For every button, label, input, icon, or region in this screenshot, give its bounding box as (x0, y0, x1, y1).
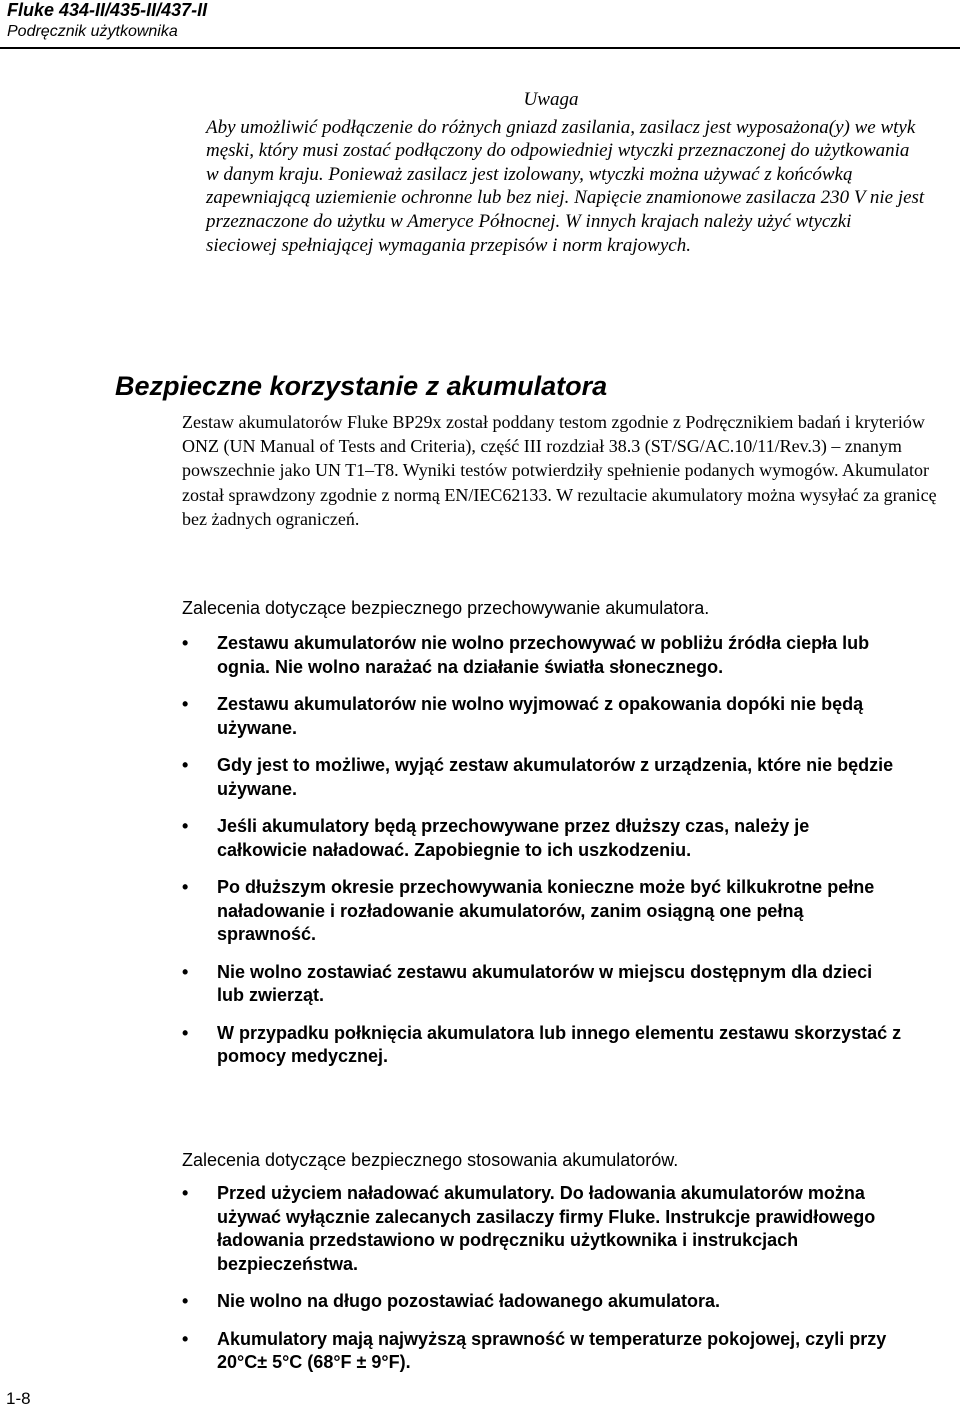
bullet-icon: • (182, 1328, 189, 1349)
list-item-text: W przypadku połknięcia akumulatora lub innego elementu zestawu skorzystać z pomocy medycznej. (217, 1022, 902, 1066)
list-item (182, 876, 902, 947)
bullet-icon: • (182, 755, 189, 775)
usage-list (182, 1182, 902, 1389)
list-item-text: Gdy jest to możliwe, wyjąć zestaw akumulatorów z urządzenia, które nie będzie używane. (217, 755, 894, 799)
bullet-icon: • (182, 961, 189, 982)
note-block (206, 88, 926, 257)
section-body: Zestaw akumulatorów Fluke BP29x został poddany testom zgodnie z Podręcznikiem badań i kryteriów ONZ (UN Manual of Tests and Criteria), część III rozdział 38.3 (ST/SG/AC.10/11/Rev.3) – znanym powszechnie jako UN T1–T8. Wyniki testów potwierdziły spełnienie podanych wymogów. Akumulator został sprawdzony zgodnie z normą EN/IEC62133. W rezultacie akumulatory można wysyłać za granicę bez żadnych ograniczeń. (182, 412, 937, 529)
bullet-icon: • (182, 1183, 189, 1203)
bullet-icon: • (182, 633, 189, 653)
storage-list (182, 632, 902, 1083)
list-item-text: Nie wolno na długo pozostawiać ładowanego akumulatora. (217, 1291, 721, 1311)
header-divider (0, 47, 960, 49)
storage-heading: Zalecenia dotyczące bezpiecznego przechowywanie akumulatora. (182, 598, 710, 618)
list-item-text: Nie wolno zostawiać zestawu akumulatorów w miejscu dostępnym dla dzieci lub zwierząt. (217, 961, 873, 1005)
section-heading: Bezpieczne korzystanie z akumulatora (115, 371, 608, 401)
list-item-text: Zestawu akumulatorów nie wolno przechowywać w pobliżu źródła ciepła lub ognia. Nie wolno narażać na działanie światła słonecznego. (217, 633, 870, 677)
list-item-text: Po dłuższym okresie przechowywania konieczne może być kilkukrotne pełne naładowanie i rozładowanie akumulatorów, zanim osiągną one pełną sprawność. (217, 877, 875, 944)
list-item (182, 1290, 902, 1314)
bullet-icon: • (182, 1022, 189, 1043)
list-item-text: Zestawu akumulatorów nie wolno wyjmować z opakowania dopóki nie będą używane. (217, 694, 864, 738)
bullet-icon: • (182, 1291, 189, 1311)
list-item (182, 632, 902, 679)
page-number: 1-8 (6, 1389, 31, 1408)
list-item-text: Jeśli akumulatory będą przechowywane przez dłuższy czas, należy je całkowicie naładować. Zapobiegnie to ich uszkodzeniu. (217, 816, 810, 860)
list-item (182, 961, 902, 1008)
list-item (182, 693, 902, 740)
list-item (182, 1328, 902, 1375)
bullet-icon: • (182, 694, 189, 714)
list-item-text: Akumulatory mają najwyższą sprawność w temperaturze pokojowej, czyli przy 20°C± 5°C (68°F ± 9°F). (217, 1328, 887, 1372)
note-text: Aby umożliwić podłączenie do różnych gniazd zasilania, zasilacz jest wyposażona(y) we wtyk męski, który musi zostać podłączony do odpowiedniej wtyczki przeznaczonej do użytkowania w danym kraju. Ponieważ zasilacz jest izolowany, wtyczki można używać z końcówką zapewniającą uziemienie ochronne lub bez niej. Napięcie znamionowe zasilacza 230 V nie jest przeznaczone do użytku w Ameryce Północnej. W innych krajach należy użyć wtyczki sieciowej spełniającej wymagania przepisów i norm krajowych. (206, 116, 925, 256)
list-item (182, 754, 902, 801)
list-item (182, 1182, 902, 1276)
list-item (182, 1022, 902, 1069)
bullet-icon: • (182, 816, 189, 836)
list-item-text: Przed użyciem naładować akumulatory. Do ładowania akumulatorów można używać wyłącznie zalecanych zasilaczy firmy Fluke. Instrukcje prawidłowego ładowania przedstawiono w podręczniku użytkownika i instrukcjach bezpieczeństwa. (217, 1183, 876, 1274)
usage-heading: Zalecenia dotyczące bezpiecznego stosowania akumulatorów. (182, 1150, 679, 1170)
note-label: Uwaga (523, 89, 579, 110)
page-header (7, 0, 207, 42)
list-item (182, 815, 902, 862)
manual-title: Fluke 434-II/435-II/437-II (7, 0, 208, 20)
bullet-icon: • (182, 877, 189, 897)
manual-subtitle: Podręcznik użytkownika (7, 23, 178, 40)
